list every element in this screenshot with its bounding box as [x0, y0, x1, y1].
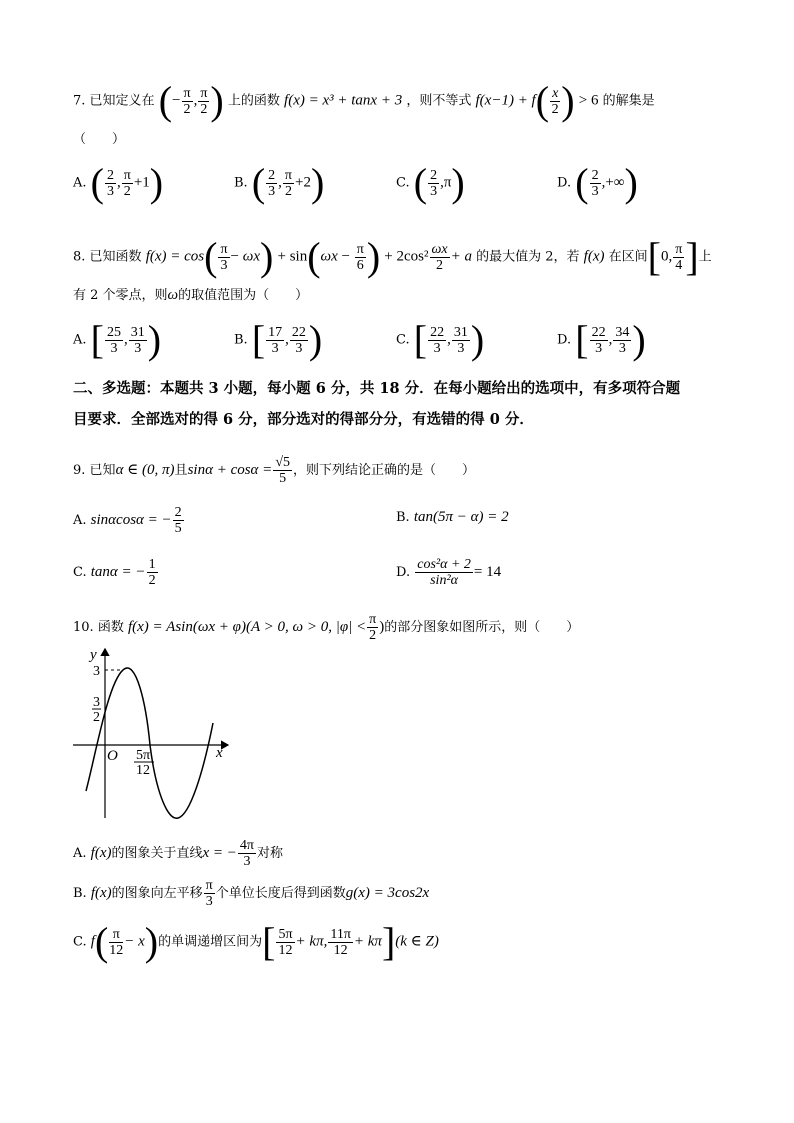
q10-opt-b-t3: 个单位长度后得到函数: [215, 886, 346, 901]
q10-opt-a-t2: 的图象关于直线: [111, 846, 203, 861]
q9-opt-b-expr: tan(5π − α) = 2: [413, 509, 509, 525]
q7-option-b: B. ( $\frac{2}{3}$ , $\frac{\pi}{2}$ +2): [234, 160, 325, 205]
q7-text-4: 的解集是: [602, 93, 655, 109]
q8-text-3: 在区间: [608, 249, 648, 265]
q9-option-a: A. sinαcosα = − $\frac{2}{5}$: [73, 505, 182, 536]
q10-opt-a-t1: f(x): [90, 845, 112, 861]
q7-opt-d-label: D.: [557, 175, 572, 191]
q8-line1: 8. 已知函数 f(x) = cos( $\frac{\pi}{3}$ − ωx) + sin(ωx − $\frac{\pi}{6}$ ) + 2cos² $\frac{\omega x}{2}$ + a 的最大值为 2，若 f(x) 在区间[0, $\frac{\pi}{4}$ ]上: [73, 234, 712, 279]
q10-option-c: C. f( $\frac{\pi}{12}$ − x)的单调递增区间为[ $\frac{5\pi}{12}$ + kπ, $\frac{11\pi}{12}$ + kπ](k ∈ Z): [73, 919, 439, 964]
q8-expr-cos: f(x) = cos: [145, 248, 205, 265]
q8-number: 8.: [73, 249, 86, 265]
q8-fx: f(x): [583, 248, 605, 265]
q7-domain-lparen: (: [158, 78, 173, 123]
q10-option-a: A. f(x)的图象关于直线x = − $\frac{4\pi}{3}$ 对称: [73, 838, 284, 869]
q9-opt-d-den: sin²α: [430, 573, 458, 588]
q9-opt-b-label: B.: [396, 510, 410, 525]
q9-number: 9.: [73, 463, 86, 478]
q10-line1: 10. 函数 f(x) = Asin(ωx + φ)(A > 0, ω > 0, |φ| < $\frac{\pi}{2}$ )的部分图象如图所示，则（ ）: [73, 612, 580, 643]
q8-option-c: C. [ $\frac{22}{3}$ , $\frac{31}{3}$ ): [396, 317, 485, 362]
q8-expr-sin: + sin: [277, 248, 308, 265]
q10-graph: [68, 643, 238, 823]
q10-text-2: 的部分图象如图所示，则（ ）: [384, 620, 580, 635]
q8-option-a: A. [ $\frac{25}{3}$ , $\frac{31}{3}$ ): [73, 317, 162, 362]
q8-opt-d-label: D.: [557, 332, 572, 348]
q9-line1: [73, 455, 475, 486]
q8-line2: [73, 285, 308, 306]
q7-text-1: 已知定义在: [89, 93, 155, 109]
q10-opt-b-label: B.: [73, 886, 87, 901]
q10-opt-a-label: A.: [73, 846, 87, 861]
q10-opt-b-t2: 的图象向左平移: [111, 886, 203, 901]
q7-rparen2: ): [561, 78, 575, 123]
q8-omega: ω: [167, 287, 179, 303]
q8-opt-b-label: B.: [234, 332, 248, 348]
q9-opt-d-num: cos²α + 2: [417, 557, 471, 572]
q7-number: 7.: [73, 93, 86, 109]
graph-y-label: y: [90, 647, 97, 663]
q9-option-b: [396, 509, 509, 526]
q10-opt-a-t3: x = −: [202, 845, 237, 861]
q7-answer-paren: （ ）: [73, 132, 126, 147]
q9-condition: α ∈ (0, π): [115, 462, 175, 478]
q9-text-2: 且: [174, 463, 188, 478]
graph-x-mark-num: 5π: [136, 748, 151, 763]
graph-y-half-num: 3: [93, 695, 100, 710]
q8-option-b: B. [ $\frac{17}{3}$ , $\frac{22}{3}$ ): [234, 317, 323, 362]
q9-opt-a-label: A.: [73, 513, 87, 528]
q7-opt-a-label: A.: [73, 175, 87, 191]
q9-expr: sinα + cosα =: [187, 462, 273, 478]
q7-lparen2: (: [535, 78, 550, 123]
q10-expr: f(x) = Asin(ωx + φ)(A > 0, ω > 0, |φ| <: [127, 619, 367, 635]
q7-function: f(x) = x³ + tanx + 3: [284, 92, 403, 109]
q8-text-4: 上: [698, 249, 712, 265]
q7-opt-b-label: B.: [234, 175, 248, 191]
q9-opt-d-tail: = 14: [473, 564, 502, 580]
q9-text-3: ，则下列结论正确的是（ ）: [293, 463, 476, 478]
q7-opt-c-label: C.: [396, 175, 410, 191]
q10-opt-c-tail: (k ∈ Z): [395, 933, 439, 950]
q8-option-d: D. [ $\frac{22}{3}$ , $\frac{34}{3}$ ): [557, 317, 646, 362]
q10-opt-c-t2: 的单调递增区间为: [158, 934, 263, 950]
q9-opt-d-label: D.: [396, 565, 411, 580]
q10-text-1: 函数: [97, 620, 124, 635]
graph-y-half-den: 2: [93, 710, 100, 725]
q8-line2b-text: 的取值范围为（ ）: [178, 288, 309, 303]
section2-line1: 二、多选题：本题共 3 小题，每小题 6 分，共 18 分．在每小题给出的选项中，有多项符合题: [73, 380, 681, 397]
q8-expr-cos2: + 2cos²: [384, 248, 429, 265]
q9-option-c: C. tanα = − $\frac{1}{2}$: [73, 557, 156, 588]
q10-opt-b-t4: g(x) = 3cos2x: [345, 885, 430, 901]
q10-opt-c-label: C.: [73, 934, 87, 950]
q8-opt-a-label: A.: [73, 332, 87, 348]
q7-option-c: C. ( $\frac{2}{3}$ ,π): [396, 160, 465, 205]
q7-inequality-a: f(x−1) + f: [475, 92, 536, 109]
q7-frac-x2: $\frac{x}{2}$: [551, 85, 559, 117]
section2-line2: 目要求．全部选对的得 6 分，部分选对的得部分分，有选错的得 0 分．: [73, 411, 534, 428]
q8-text-2: 的最大值为 2，若: [476, 249, 580, 265]
q10-opt-c-t1: f: [90, 933, 95, 950]
q7-frac-pi2a: $\frac{\pi}{2}$: [183, 85, 191, 117]
q10-option-b: B. f(x)的图象向左平移 $\frac{\pi}{3}$ 个单位长度后得到函数g(x) = 3cos2x: [73, 878, 430, 909]
q9-option-d: [396, 557, 501, 588]
q10-number: 10.: [73, 620, 94, 635]
q7-option-d: D. ( $\frac{2}{3}$ ,+∞): [557, 160, 638, 205]
q7-text-3: ，则不等式: [406, 93, 472, 109]
q7-frac-pi2b: $\frac{\pi}{2}$: [200, 85, 208, 117]
q8-line2-text: 有 2 个零点，则: [73, 288, 168, 303]
q10-opt-b-t1: f(x): [90, 885, 112, 901]
graph-x-label: x: [216, 745, 223, 761]
q10-opt-a-t4: 对称: [257, 846, 284, 861]
graph-y-max: 3: [93, 664, 100, 679]
q8-opt-c-label: C.: [396, 332, 410, 348]
q9-text-1: 已知: [89, 463, 116, 478]
q7-option-a: A. ( $\frac{2}{3}$ , $\frac{\pi}{2}$ +1): [73, 160, 164, 205]
q9-opt-a-expr: sinαcosα = −: [90, 512, 172, 528]
q7-domain-rparen: ): [210, 78, 224, 123]
graph-x-mark-den: 12: [136, 763, 150, 778]
q8-expr-a: + a: [450, 248, 472, 265]
q7-inequality-b: > 6: [578, 92, 599, 109]
q8-text-1: 已知函数: [89, 249, 142, 265]
q9-opt-c-label: C.: [73, 565, 87, 580]
q7-text-2: 上的函数: [227, 93, 280, 109]
graph-origin: O: [107, 748, 118, 764]
q9-frac-sqrt5: $\frac{√5}{5}$: [275, 455, 290, 486]
q9-opt-c-expr: tanα = −: [90, 564, 146, 580]
q7-line1: 7. 已知定义在 (− $\frac{\pi}{2}$ , $\frac{\pi}{2}$ ) 上的函数 f(x) = x³ + tanx + 3 ，则不等式 f(x−1) + f( $\frac{x}{2}$ ) > 6 的解集是: [73, 78, 655, 123]
